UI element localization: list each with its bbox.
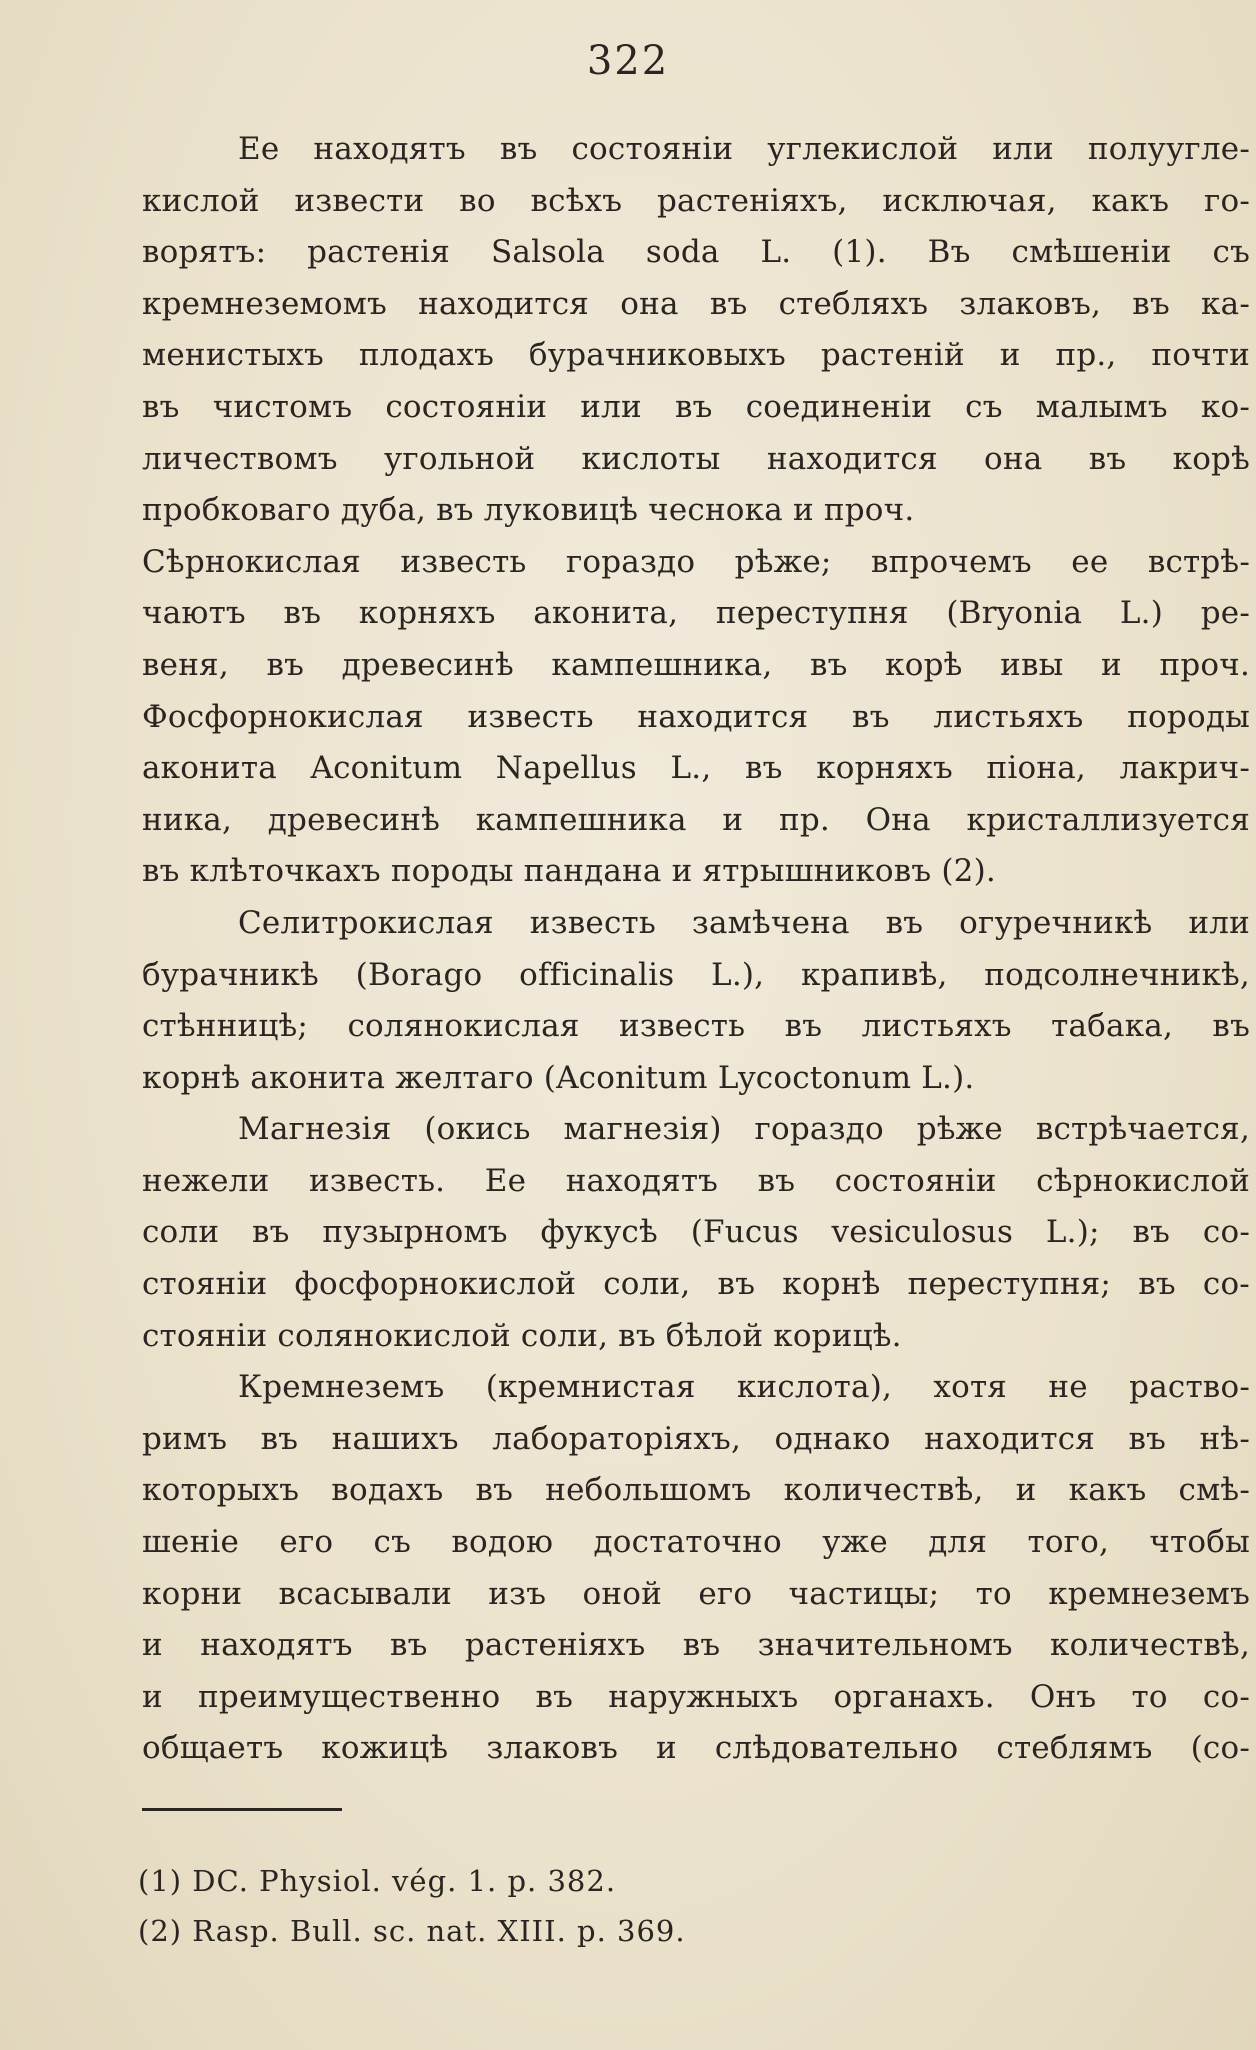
text-line: Селитрокислая известь замѣчена въ огуречникѣ или [238,904,1250,941]
text-line: нежели известь. Ее находятъ въ состояніи сѣрнокислой [142,1162,1250,1199]
text-line: стояніи фосфорнокислой соли, въ корнѣ переступня; въ со- [142,1266,1250,1303]
text-line: и преимущественно въ наружныхъ органахъ. Онъ то со- [142,1678,1250,1715]
footnotes [138,1856,1038,1956]
text-line: въ клѣточкахъ породы пандана и ятрышниковъ (2). [142,853,996,890]
footnote: (2) Rasp. Bull. sc. nat. XIII. p. 369. [138,1914,686,1948]
text-line: шеніе его съ водою достаточно уже для того, чтобы [142,1524,1250,1561]
text-line: Фосфорнокислая известь находится въ листьяхъ породы [142,698,1250,735]
text-line: Кремнеземъ (кремнистая кислота), хотя не раство- [238,1369,1250,1406]
text-line: и находятъ въ растеніяхъ въ значительномъ количествѣ, [142,1627,1250,1664]
text-line: кислой извести во всѣхъ растеніяхъ, исключая, какъ го- [142,182,1250,219]
text-line: личествомъ угольной кислоты находится она въ корѣ [142,440,1250,477]
body-text [142,124,1250,1775]
text-line: Магнезія (окись магнезія) гораздо рѣже встрѣчается, [238,1111,1250,1148]
text-line: соли въ пузырномъ фукусѣ (Fucus vesiculosus L.); въ со- [142,1214,1250,1251]
text-line: стояніи солянокислой соли, въ бѣлой корицѣ. [142,1317,902,1354]
text-line: пробковаго дуба, въ луковицѣ чеснока и проч. [142,492,915,529]
text-line: общаетъ кожицѣ злаковъ и слѣдовательно стеблямъ (со- [142,1730,1250,1767]
text-line: римъ въ нашихъ лабораторіяхъ, однако находится въ нѣ- [142,1420,1250,1457]
text-line: аконита Aconitum Napellus L., въ корняхъ піона, лакрич- [142,750,1250,787]
text-line: ника, древесинѣ кампешника и пр. Она кристаллизуется [142,801,1250,838]
text-line: чаютъ въ корняхъ аконита, переступня (Bryonia L.) ре- [142,595,1250,632]
text-line: бурачникѣ (Borago officinalis L.), крапивѣ, подсолнечникѣ, [142,956,1250,993]
text-line: ворятъ: растенія Salsola soda L. (1). Въ смѣшеніи съ [142,234,1250,271]
text-line: веня, въ древесинѣ кампешника, въ корѣ ивы и проч. [142,646,1250,683]
text-line: кремнеземомъ находится она въ стебляхъ злаковъ, въ ка- [142,285,1250,322]
footnote: (1) DC. Physiol. vég. 1. p. 382. [138,1864,617,1898]
footnote-separator [142,1808,342,1811]
page-number: 322 [586,38,670,84]
text-line: корнѣ аконита желтаго (Aconitum Lycoctonum L.). [142,1059,975,1096]
text-line: въ чистомъ состояніи или въ соединеніи съ малымъ ко- [142,388,1250,425]
text-line: менистыхъ плодахъ бурачниковыхъ растеній и пр., почти [142,337,1250,374]
text-line: Ее находятъ въ состояніи углекислой или полуугле- [238,131,1250,167]
text-line: стѣнницѣ; солянокислая известь въ листьяхъ табака, въ [142,1008,1250,1045]
text-line: Сѣрнокислая известь гораздо рѣже; впрочемъ ее встрѣ- [142,543,1250,580]
text-line: которыхъ водахъ въ небольшомъ количествѣ, и какъ смѣ- [142,1472,1250,1509]
text-line: корни всасывали изъ оной его частицы; то кремнеземъ [142,1575,1250,1612]
